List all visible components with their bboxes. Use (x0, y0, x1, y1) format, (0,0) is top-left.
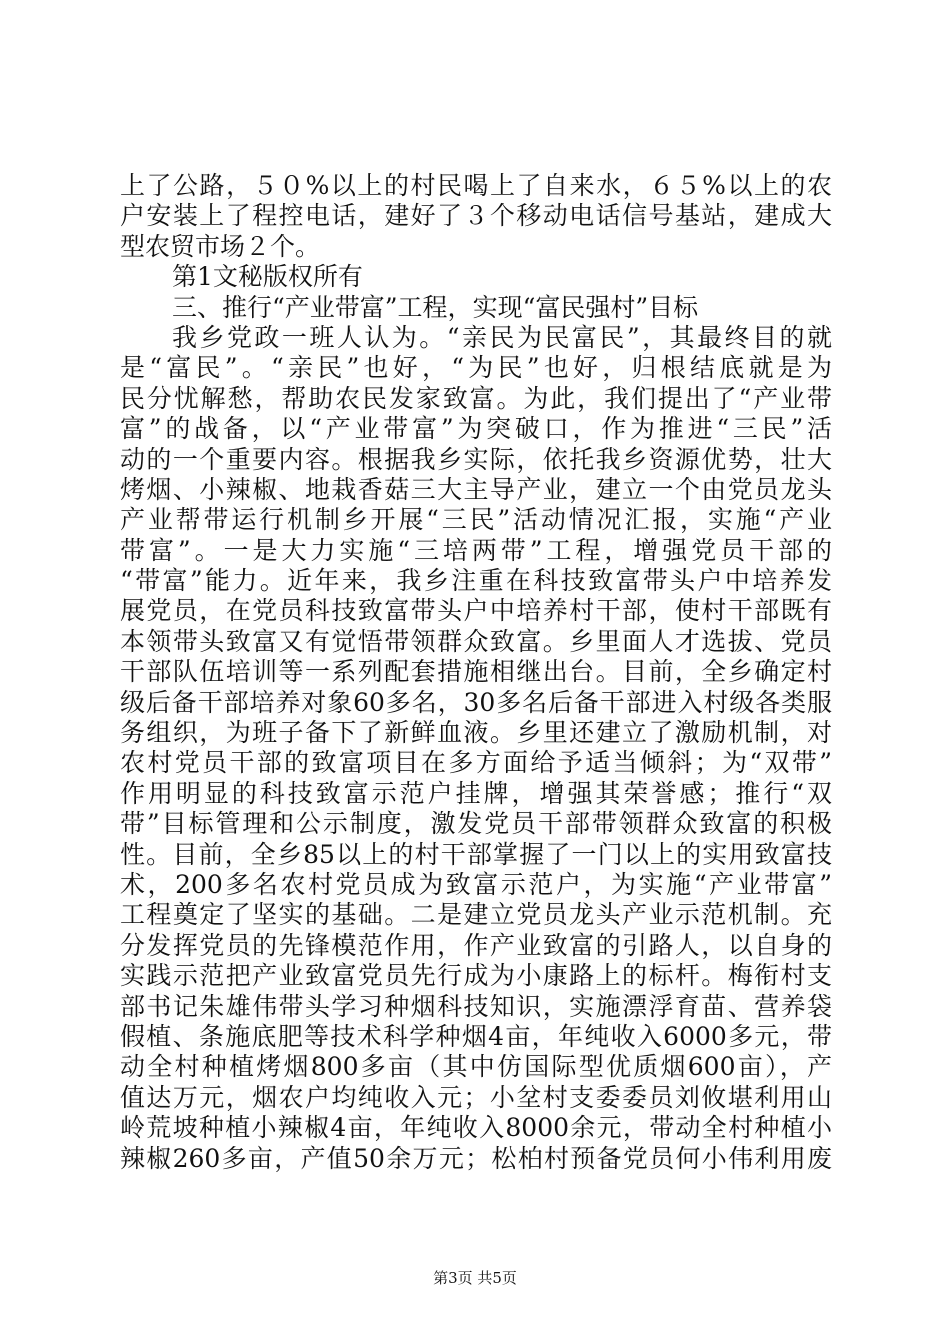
text-line: “带富”能力。近年来，我乡注重在科技致富带头户中培养发 (120, 566, 832, 596)
text-line: 产业帮带运行机制乡开展“三民”活动情况汇报，实施“产业 (120, 505, 832, 535)
text-line: 带”目标管理和公示制度，激发党员干部带领群众致富的积极 (120, 809, 832, 839)
text-line: 民分忧解愁，帮助农民发家致富。为此，我们提出了“产业带 (120, 383, 832, 413)
text-line: 型农贸市场２个。 (120, 231, 321, 261)
section-heading: 三、推行“产业带富”工程，实现“富民强村”目标 (172, 292, 699, 322)
text-line: 烤烟、小辣椒、地栽香菇三大主导产业，建立一个由党员龙头 (120, 474, 832, 504)
text-line: 分发挥党员的先锋模范作用，作产业致富的引路人，以自身的 (120, 930, 832, 960)
text-line: 级后备干部培养对象60多名，30多名后备干部进入村级各类服 (120, 687, 832, 717)
text-line: 作用明显的科技致富示范户挂牌，增强其荣誉感；推行“双 (120, 778, 832, 808)
page-footer: 第3页 共5页 (433, 1269, 517, 1287)
text-line: 我乡党政一班人认为。“亲民为民富民”，其最终目的就 (172, 322, 832, 352)
text-line: 动的一个重要内容。根据我乡实际，依托我乡资源优势，壮大 (120, 444, 832, 474)
text-line: 动全村种植烤烟800多亩（其中仿国际型优质烟600亩），产 (120, 1052, 832, 1082)
text-line: 实践示范把产业致富党员先行成为小康路上的标杆。梅衔村支 (120, 961, 832, 991)
text-line: 假植、条施底肥等技术科学种烟4亩，年纯收入6000多元，带 (120, 1021, 832, 1051)
text-line: 工程奠定了坚实的基础。二是建立党员龙头产业示范机制。充 (120, 900, 832, 930)
text-line: 本领带头致富又有觉悟带领群众致富。乡里面人才选拔、党员 (120, 626, 832, 656)
text-line: 上了公路，５０%以上的村民喝上了自来水，６５%以上的农 (120, 171, 832, 200)
text-line: 是“富民”。“亲民”也好，“为民”也好，归根结底就是为 (120, 353, 832, 383)
text-line: 务组织，为班子备下了新鲜血液。乡里还建立了激励机制，对 (120, 718, 832, 748)
text-line: 富”的战备，以“产业带富”为突破口，作为推进“三民”活 (120, 414, 832, 444)
text-line: 部书记朱雄伟带头学习种烟科技知识，实施漂浮育苗、营养袋 (120, 991, 832, 1021)
text-line: 户安装上了程控电话，建好了３个移动电话信号基站，建成大 (120, 201, 832, 231)
body-text (120, 171, 832, 1174)
text-line: 展党员，在党员科技致富带头户中培养村干部，使村干部既有 (120, 596, 832, 626)
text-line: 带富”。一是大力实施“三培两带”工程，增强党员干部的 (120, 535, 832, 565)
text-line: 岭荒坡种植小辣椒4亩，年纯收入8000余元，带动全村种植小 (120, 1113, 832, 1143)
text-line: 术，200多名农村党员成为致富示范户，为实施“产业带富” (120, 869, 832, 899)
copyright-note: 第1文秘版权所有 (172, 262, 363, 292)
text-line: 性。目前，全乡85以上的村干部掌握了一门以上的实用致富技 (120, 839, 832, 869)
text-line: 辣椒260多亩，产值50余万元；松柏村预备党员何小伟利用废 (120, 1143, 832, 1173)
text-line: 干部队伍培训等一系列配套措施相继出台。目前，全乡确定村 (120, 657, 832, 687)
text-line: 农村党员干部的致富项目在多方面给予适当倾斜；为“双带” (120, 748, 832, 778)
text-line: 值达万元，烟农户均纯收入元；小坌村支委委员刘攸堪利用山 (120, 1082, 832, 1112)
